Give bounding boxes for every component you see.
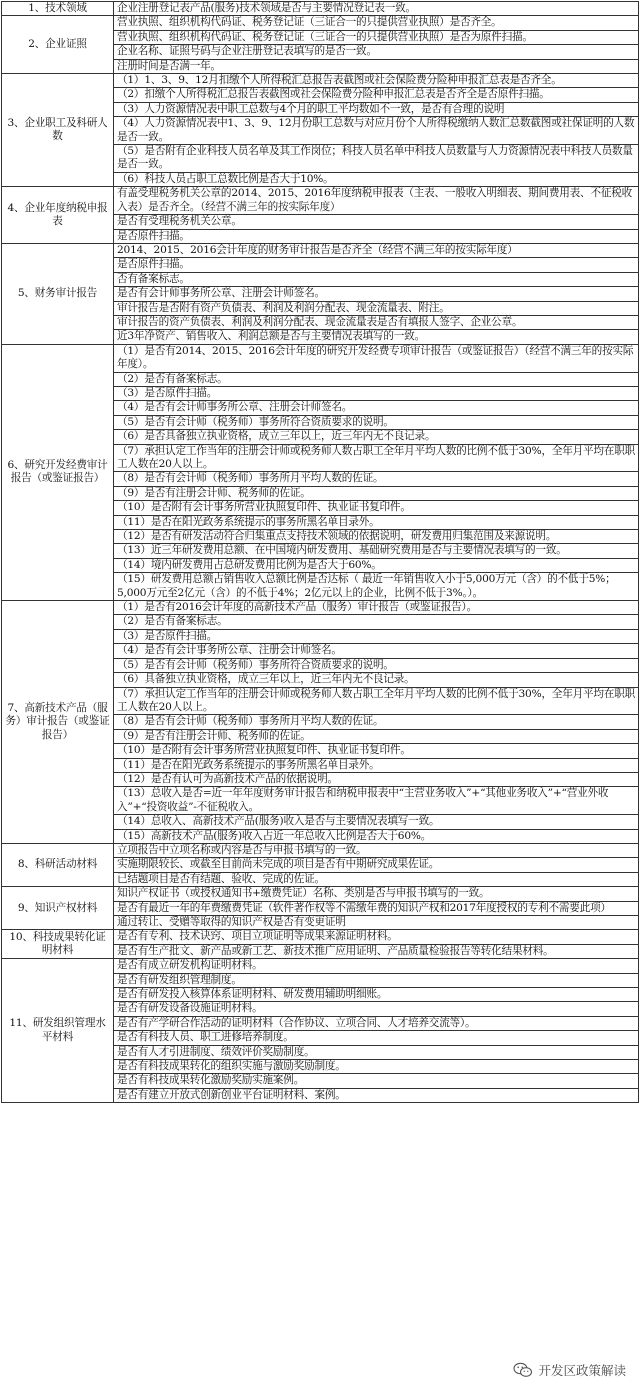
check-item-cell: 是否有会计师事务所公章、注册会计师签名。 <box>114 287 639 301</box>
check-item-cell: （15）研发费用总额占销售收入总额比例是否达标（ 最近一年销售收入小于5,000万元（含）的不低于5%；5,000万元至2亿元（含）的不低于4%；2亿元以上的企业，比例不低于3%。）。 <box>114 573 639 601</box>
check-item-cell: （1）是否有2016会计年度的高新技术产品（服务）审计报告（或鉴证报告）。 <box>114 601 639 615</box>
check-item-cell: 是否有受理税务机关公章。 <box>114 215 639 229</box>
category-cell: 4、企业年度纳税申报表 <box>2 187 114 244</box>
check-item-cell: 近3年净资产、销售收入、利润总额是否与主要情况表填写的一致。 <box>114 330 639 344</box>
check-item-cell: （6）科技人员占职工总数比例是否大于10%。 <box>114 172 639 186</box>
table-row <box>2 601 639 615</box>
check-item-cell: （15）高新技术产品(服务)收入占近一年总收入比例是否大于60%。 <box>114 829 639 843</box>
check-item-cell: （1）1、3、9、12月扣缴个人所得税汇总报告表截图或社会保险费分险种申报汇总表是否齐全。 <box>114 74 639 88</box>
check-item-cell: 营业执照、组织机构代码证、税务登记证（三证合一的只提供营业执照）是否为原件扫描。 <box>114 30 639 44</box>
check-item-cell: （8）是否有会计师（税务师）事务所月平均人数的佐证。 <box>114 715 639 729</box>
wechat-icon <box>513 1362 533 1378</box>
table-row <box>2 843 639 857</box>
check-item-cell: 是否有人才引进制度、绩效评价奖励制度。 <box>114 1045 639 1059</box>
category-cell: 2、企业证照 <box>2 16 114 74</box>
check-item-cell: （7）承担认定工作当年的注册会计师或税务师人数占职工全年月平均人数的比例不低于30%，全年月平均在职职工人数在20人以上。 <box>114 687 639 715</box>
checklist-body <box>2 2 639 1103</box>
watermark <box>509 1359 630 1381</box>
category-cell: 5、财务审计报告 <box>2 243 114 344</box>
check-item-cell: 是否有成立研发机构证明材料。 <box>114 959 639 973</box>
check-item-cell: 是否有研发投入核算体系证明材料、研发费用辅助明细账。 <box>114 988 639 1002</box>
check-item-cell: 是否有生产批文、新产品或新工艺、新技术推广应用证明、产品质量检验报告等转化结果材料。 <box>114 944 639 958</box>
check-item-cell: （11）是否在阳光政务系统提示的事务所黑名单目录外。 <box>114 758 639 772</box>
check-item-cell: （4）是否有会计师事务所公章、注册会计师签名。 <box>114 401 639 415</box>
table-row <box>2 344 639 372</box>
check-item-cell: 是否有研发组织管理制度。 <box>114 973 639 987</box>
check-item-cell: （3）是否原件扫描。 <box>114 629 639 643</box>
category-cell: 10、科技成果转化证明材料 <box>2 930 114 959</box>
category-cell: 9、知识产权材料 <box>2 887 114 930</box>
check-item-cell: （6）具备独立执业资格，成立三年以上，近三年内无不良记录。 <box>114 673 639 687</box>
check-item-cell: （10）是否附有会计事务所营业执照复印件、执业证书复印件。 <box>114 744 639 758</box>
check-item-cell: 已结题项目是否有结题、验收、完成的佐证。 <box>114 872 639 886</box>
table-row <box>2 959 639 973</box>
check-item-cell: 是否有研发设备设施证明材料。 <box>114 1002 639 1016</box>
check-item-cell: （5）是否有会计师（税务师）事务所符合资质要求的说明。 <box>114 658 639 672</box>
check-item-cell: （7）承担认定工作当年的注册会计师或税务师人数占职工全年月平均人数的比例不低于30%，全年月平均在职职工人数在20人以上。 <box>114 444 639 472</box>
check-item-cell: （4）人力资源情况表中1、3、9、12月份职工总数与对应月份个人所得税缴纳人数汇总数截图或社保证明的人数是否一致。 <box>114 117 639 145</box>
table-row <box>2 930 639 944</box>
check-item-cell: 是否有最近一年的年费缴费凭证（软件著作权等不需缴年费的知识产权和2017年度授权的专利不需要此项） <box>114 901 639 915</box>
check-item-cell: 通过转让、受赠等取得的知识产权是否有变更证明 <box>114 916 639 930</box>
check-item-cell: （13）近三年研发费用总额、在中国境内研发费用、基础研究费用是否与主要情况表填写的一致。 <box>114 544 639 558</box>
check-item-cell: （8）是否有会计师（税务师）事务所月平均人数的佐证。 <box>114 472 639 486</box>
table-row <box>2 243 639 257</box>
category-cell: 8、科研活动材料 <box>2 843 114 886</box>
check-item-cell: （3）是否原件扫描。 <box>114 386 639 400</box>
table-row <box>2 74 639 88</box>
check-item-cell: 实施期限较长、或截至目前尚未完成的项目是否有中期研究成果佐证。 <box>114 858 639 872</box>
check-item-cell: （5）是否有会计师（税务师）事务所符合资质要求的说明。 <box>114 415 639 429</box>
category-cell: 7、高新技术产品（服务）审计报告（或鉴证报告） <box>2 601 114 844</box>
check-item-cell: 审计报告的资产负债表、利润及利润分配表、现金流量表是否有填报人签字、企业公章。 <box>114 315 639 329</box>
check-item-cell: 2014、2015、2016会计年度的财务审计报告是否齐全（经营不满三年的按实际年度） <box>114 243 639 257</box>
category-cell: 3、企业职工及科研人数 <box>2 74 114 187</box>
check-item-cell: 是否有科技成果转化的组织实施与激励奖励制度。 <box>114 1060 639 1074</box>
check-item-cell: 是否原件扫描。 <box>114 229 639 243</box>
category-cell: 11、研发组织管理水平材料 <box>2 959 114 1103</box>
check-item-cell: 注册时间是否满一年。 <box>114 59 639 73</box>
check-item-cell: （3）人力资源情况表中职工总数与4个月的职工平均数如不一致，是否有合理的说明 <box>114 102 639 116</box>
check-item-cell: 有盖受理税务机关公章的2014、2015、2016年度纳税申报表（主表、一般收入明细表、期间费用表、不征税收入表）是否齐全。（经营不满三年的按实际年度） <box>114 187 639 215</box>
table-row <box>2 16 639 30</box>
check-item-cell: 否有备案标志。 <box>114 272 639 286</box>
category-cell: 1、技术领域 <box>2 2 114 16</box>
check-item-cell: （12）是否有研发活动符合归集重点支持技术领域的依据说明，研发费用归集范围及来源说明。 <box>114 530 639 544</box>
check-item-cell: （9）是否有注册会计师、税务师的佐证。 <box>114 486 639 500</box>
check-item-cell: 是否有专利、技术诀窍、项目立项证明等成果来源证明材料。 <box>114 930 639 944</box>
check-item-cell: （11）是否在阳光政务系统提示的事务所黑名单目录外。 <box>114 515 639 529</box>
check-item-cell: （6）是否具备独立执业资格，成立三年以上，近三年内无不良记录。 <box>114 430 639 444</box>
check-item-cell: （14）境内研发费用占总研发费用比例为是否大于60%。 <box>114 558 639 572</box>
check-item-cell: 营业执照、组织机构代码证、税务登记证（三证合一的只提供营业执照）是否齐全。 <box>114 16 639 30</box>
check-item-cell: （2）扣缴个人所得税汇总报告表截图或社会保险费分险种申报汇总表是否齐全是否原件扫描。 <box>114 88 639 102</box>
check-item-cell: （14）总收入、高新技术产品(服务)收入是否与主要情况表填写一致。 <box>114 815 639 829</box>
check-item-cell: （9）是否有注册会计师、税务师的佐证。 <box>114 729 639 743</box>
check-item-cell: 立项报告中立项名称或内容是否与申报书填写的一致。 <box>114 843 639 857</box>
table-row <box>2 187 639 215</box>
check-item-cell: 审计报告是否附有资产负债表、利润及利润分配表、现金流量表、附注。 <box>114 301 639 315</box>
table-row <box>2 2 639 16</box>
check-item-cell: 知识产权证书（或授权通知书+缴费凭证）名称、类别是否与申报书填写的一致。 <box>114 887 639 901</box>
table-row <box>2 887 639 901</box>
check-item-cell: （1）是否有2014、2015、2016会计年度的研究开发经费专项审计报告（或鉴证报告）（经营不满三年的按实际年度）。 <box>114 344 639 372</box>
check-item-cell: 是否有科技成果转化激励奖励实施案例。 <box>114 1074 639 1088</box>
check-item-cell: 是否有科技人员、职工进修培养制度。 <box>114 1031 639 1045</box>
check-item-cell: （12）是否有认可为高新技术产品的依据说明。 <box>114 772 639 786</box>
check-item-cell: 是否原件扫描。 <box>114 258 639 272</box>
check-item-cell: （5）是否附有企业科技人员名单及其工作岗位；科技人员名单中科技人员数量与人力资源情况表中科技人员数量是否一致。 <box>114 145 639 173</box>
checklist-table <box>1 1 639 1103</box>
check-item-cell: （2）是否有备案标志。 <box>114 615 639 629</box>
check-item-cell: （10）是否附有会计事务所营业执照复印件、执业证书复印件。 <box>114 501 639 515</box>
check-item-cell: （2）是否有备案标志。 <box>114 372 639 386</box>
category-cell: 6、研究开发经费审计报告（或鉴证报告） <box>2 344 114 600</box>
check-item-cell: （13）总收入是否=近一年年度财务审计报告和纳税申报表中“主营业务收入”+“其他业务收入”+“营业外收入”+“投资收益”-不征税收入。 <box>114 787 639 815</box>
check-item-cell: 企业注册登记表产品(服务)技术领域是否与主要情况登记表一致。 <box>114 2 639 16</box>
check-item-cell: 是否有建立开放式创新创业平台证明材料、案例。 <box>114 1088 639 1102</box>
watermark-text: 开发区政策解读 <box>538 1363 626 1378</box>
check-item-cell: 企业名称、证照号码与企业注册登记表填写的是否一致。 <box>114 45 639 59</box>
check-item-cell: 是否有产学研合作活动的证明材料（合作协议、立项合同、人才培养交流等）。 <box>114 1016 639 1030</box>
check-item-cell: （4）是否有会计事务所公章、注册会计师签名。 <box>114 644 639 658</box>
